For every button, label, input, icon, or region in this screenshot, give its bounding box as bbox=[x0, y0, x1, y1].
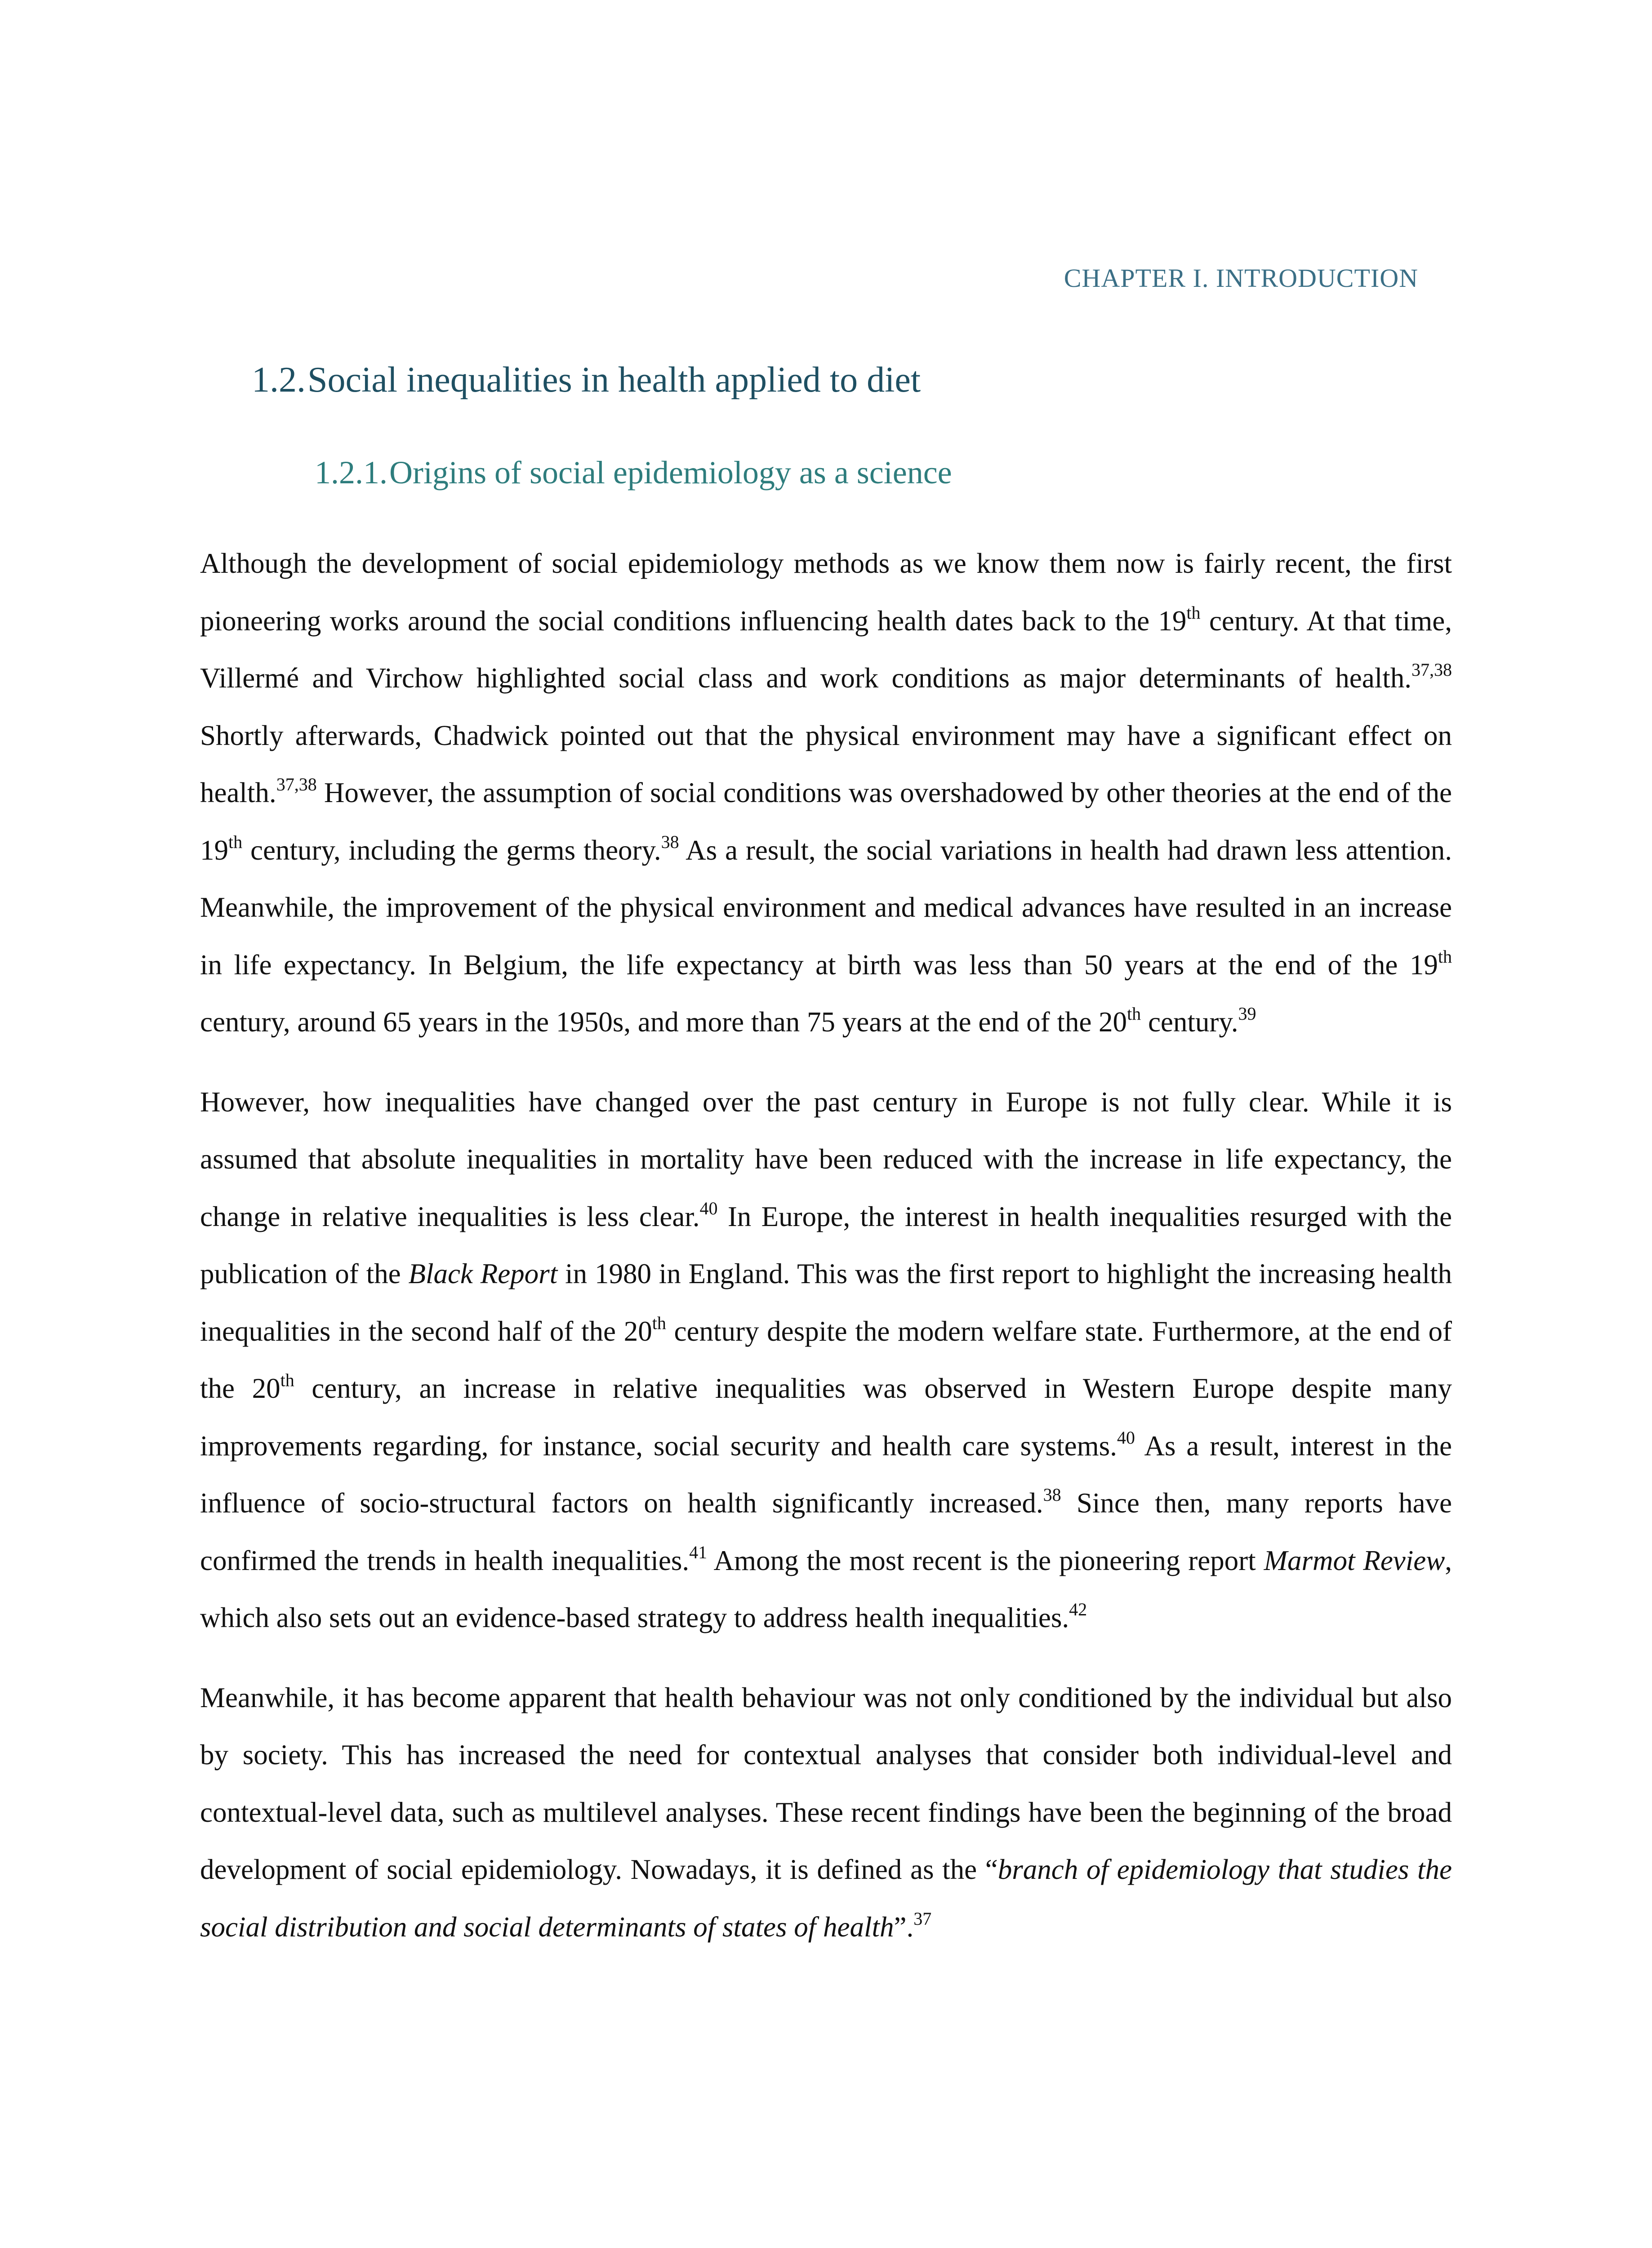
subsection-number: 1.2.1. bbox=[315, 455, 387, 491]
text-run: However, how inequalities have changed over the past century in Europe is not fully clear. While it is assumed that absolute inequalities in mortality have been reduced with the increase in life expectancy, the change in relative inequalities is less clear. bbox=[200, 1086, 1452, 1232]
citation: 41 bbox=[689, 1542, 708, 1562]
superscript: th bbox=[1438, 946, 1452, 967]
text-run: century, including the germs theory. bbox=[242, 834, 661, 866]
superscript: th bbox=[1127, 1004, 1141, 1024]
paragraph-2 bbox=[200, 1074, 1452, 1647]
text-run: As a result, interest in the influence of socio-structural factors on health significantly increased. bbox=[200, 1430, 1452, 1519]
text-run: century. bbox=[1141, 1006, 1238, 1038]
body-text bbox=[200, 535, 1452, 1978]
paragraph-1 bbox=[200, 535, 1452, 1051]
running-header: CHAPTER I. INTRODUCTION bbox=[1064, 263, 1418, 293]
superscript: th bbox=[652, 1312, 666, 1333]
superscript: th bbox=[1186, 602, 1201, 623]
superscript: th bbox=[228, 831, 243, 852]
text-run: Among the most recent is the pioneering report bbox=[707, 1544, 1264, 1576]
citation: 38 bbox=[661, 831, 679, 852]
text-run: Although the development of social epidemiology methods as we know them now is fairly recent, the first pioneering works around the social conditions influencing health dates back to the 19 bbox=[200, 548, 1452, 637]
paragraph-3 bbox=[200, 1669, 1452, 1956]
text-run: ”. bbox=[894, 1911, 914, 1943]
superscript: th bbox=[280, 1370, 294, 1390]
citation: 40 bbox=[1117, 1427, 1135, 1448]
text-run: However, the assumption of social conditions was overshadowed by other theories at the end of the 19 bbox=[200, 777, 1452, 866]
text-run: century despite the modern welfare state. Furthermore, at the end of the 20 bbox=[200, 1315, 1452, 1404]
text-run: Meanwhile, it has become apparent that health behaviour was not only conditioned by the individual but also by society. This has increased the need for contextual analyses that consider both individual-level and contextual-level data, such as multilevel analyses. These recent findings have been the beginning of the broad development of social epidemiology. Nowadays, it is defined as the “ bbox=[200, 1682, 1452, 1885]
text-run: , which also sets out an evidence-based strategy to address health inequalities. bbox=[200, 1544, 1452, 1633]
text-run: Shortly afterwards, Chadwick pointed out that the physical environment may have a significant effect on health. bbox=[200, 719, 1452, 808]
text-run: century, around 65 years in the 1950s, and more than 75 years at the end of the 20 bbox=[200, 1006, 1127, 1038]
text-run: in 1980 in England. This was the first report to highlight the increasing health inequalities in the second half of the 20 bbox=[200, 1258, 1452, 1347]
definition-quote: branch of epidemiology that studies the social distribution and social determinants of states of health bbox=[200, 1854, 1452, 1943]
citation: 38 bbox=[1043, 1485, 1061, 1505]
citation: 37,38 bbox=[1412, 660, 1452, 680]
citation: 40 bbox=[699, 1198, 718, 1218]
report-title: Marmot Review bbox=[1264, 1544, 1445, 1576]
text-run: As a result, the social variations in health had drawn less attention. Meanwhile, the improvement of the physical environment and medical advances have resulted in an increase in life expectancy. In Belgium, the life expectancy at birth was less than 50 years at the end of the 19 bbox=[200, 834, 1452, 981]
citation: 42 bbox=[1069, 1599, 1087, 1619]
text-run: In Europe, the interest in health inequalities resurged with the publication of the bbox=[200, 1200, 1452, 1289]
subsection-heading bbox=[315, 454, 952, 491]
text-run: century. At that time, Villermé and Virchow highlighted social class and work conditions as major determinants of health. bbox=[200, 605, 1452, 694]
text-run: Since then, many reports have confirmed the trends in health inequalities. bbox=[200, 1487, 1452, 1576]
citation: 37 bbox=[913, 1908, 932, 1929]
section-title: Social inequalities in health applied to diet bbox=[307, 360, 921, 400]
section-heading bbox=[252, 360, 921, 401]
report-title: Black Report bbox=[408, 1258, 558, 1289]
subsection-title: Origins of social epidemiology as a science bbox=[389, 455, 952, 491]
citation: 37,38 bbox=[276, 774, 317, 794]
text-run: century, an increase in relative inequalities was observed in Western Europe despite many improvements regarding, for instance, social security and health care systems. bbox=[200, 1373, 1452, 1462]
citation: 39 bbox=[1238, 1004, 1256, 1024]
section-number: 1.2. bbox=[252, 360, 306, 400]
